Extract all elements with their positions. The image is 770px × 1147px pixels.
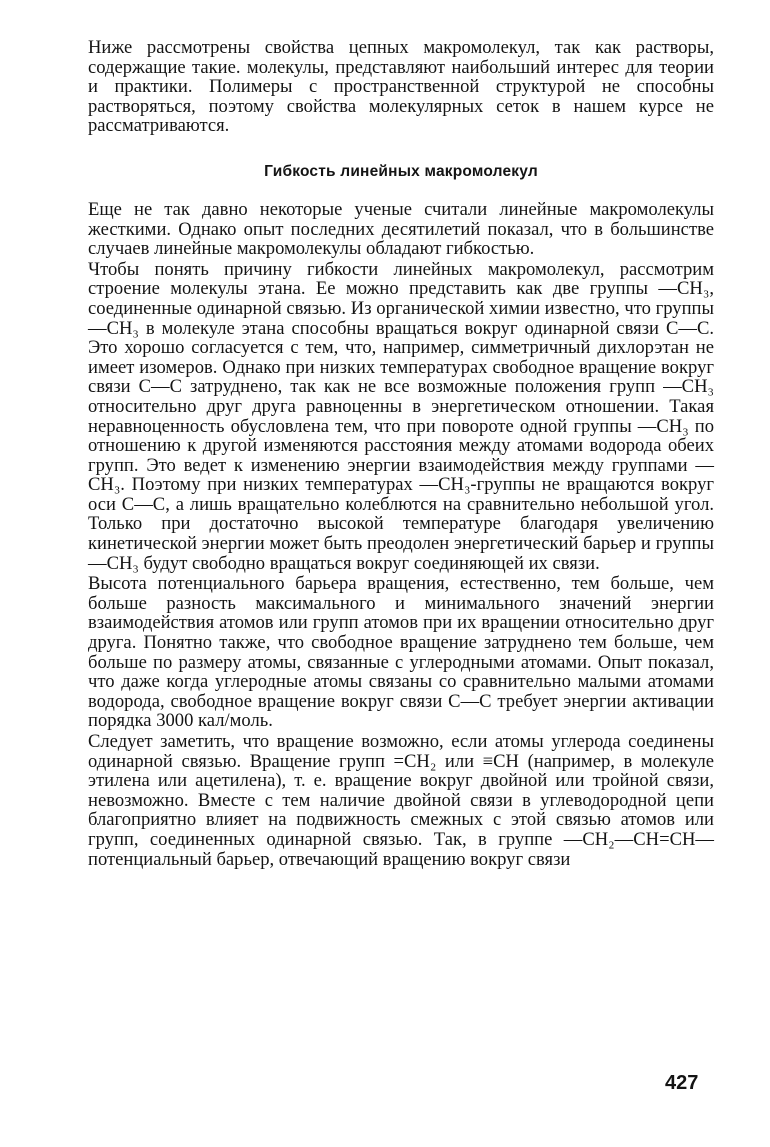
page-number: 427 bbox=[665, 1072, 699, 1094]
page-body bbox=[88, 38, 714, 869]
paragraph-4: Следует заметить, что вращение возможно, если атомы углерода соединены одинарной связью. Вращение групп =CH₂ или ≡CH (например, в молекуле этилена или ацетилена), т. е. вращение вокруг двойной или тройной связи, невозможно. Вместе с тем наличие двойной связи в углеводородной цепи благоприятно влияет на подвижность смежных с этой связью атомов или групп, соединенных одинарной связью. Так, в группе —CH₂—CH=CH— потенциальный барьер, отвечающий вращению вокруг связи bbox=[88, 731, 714, 870]
section-heading: Гибкость линейных макромолекул bbox=[264, 162, 538, 180]
paragraph-1: Еще не так давно некоторые ученые считали линейные макромолекулы жесткими. Однако опыт последних десятилетий показал, что в большинстве случаев линейные макромолекулы обладают гибкостью. bbox=[88, 198, 714, 260]
paragraph-2: Чтобы понять причину гибкости линейных макромолекул, рассмотрим строение молекулы этана. Ее можно представить как две группы —CH₃, соединенные одинарной связью. Из органической химии известно, что группы —CH₃ в молекуле этана способны вращаться вокруг одинарной связи C—C. Это хорошо согласуется с тем, что, например, симметричный дихлорэтан не имеет изомеров. Однако при низких температурах свободное вращение вокруг связи C—C затруднено, так как не все возможные положения групп —CH₃ относительно друг друга равноценны в энергетическом отношении. Такая неравноценность обусловлена тем, что при повороте одной группы —CH₃ по отношению к другой изменяются расстояния между атомами водорода обеих групп. Это ведет к изменению энергии взаимодействия между группами —CH₃. Поэтому при низких температурах —CH₃-группы не вращаются вокруг оси C—C, а лишь вращательно колеблются на сравнительно небольшой угол. Только при достаточно высокой температуре благодаря увеличению кинетической энергии может быть преодолен энергетический барьер и группы —CH₃ будут свободно вращаться вокруг соединяющей их связи. bbox=[88, 258, 714, 574]
intro-paragraph: Ниже рассмотрены свойства цепных макромолекул, так как растворы, содержащие такие. молекулы, представляют наибольший интерес для теории и практики. Полимеры с пространственной структурой не способны растворяться, поэтому свойства молекулярных сеток в нашем курсе не рассматриваются. bbox=[88, 37, 714, 137]
paragraph-3: Высота потенциального барьера вращения, естественно, тем больше, чем больше разность максимального и минимального значений энергии взаимодействия атомов или групп атомов при их вращении относительно друг друга. Понятно также, что свободное вращение затруднено тем больше, чем больше по размеру атомы, связанные с углеродными атомами. Опыт показал, что даже когда углеродные атомы связаны со сравнительно малыми атомами водорода, свободное вращение вокруг связи C—C требует энергии активации порядка 3000 кал/моль. bbox=[88, 573, 714, 732]
